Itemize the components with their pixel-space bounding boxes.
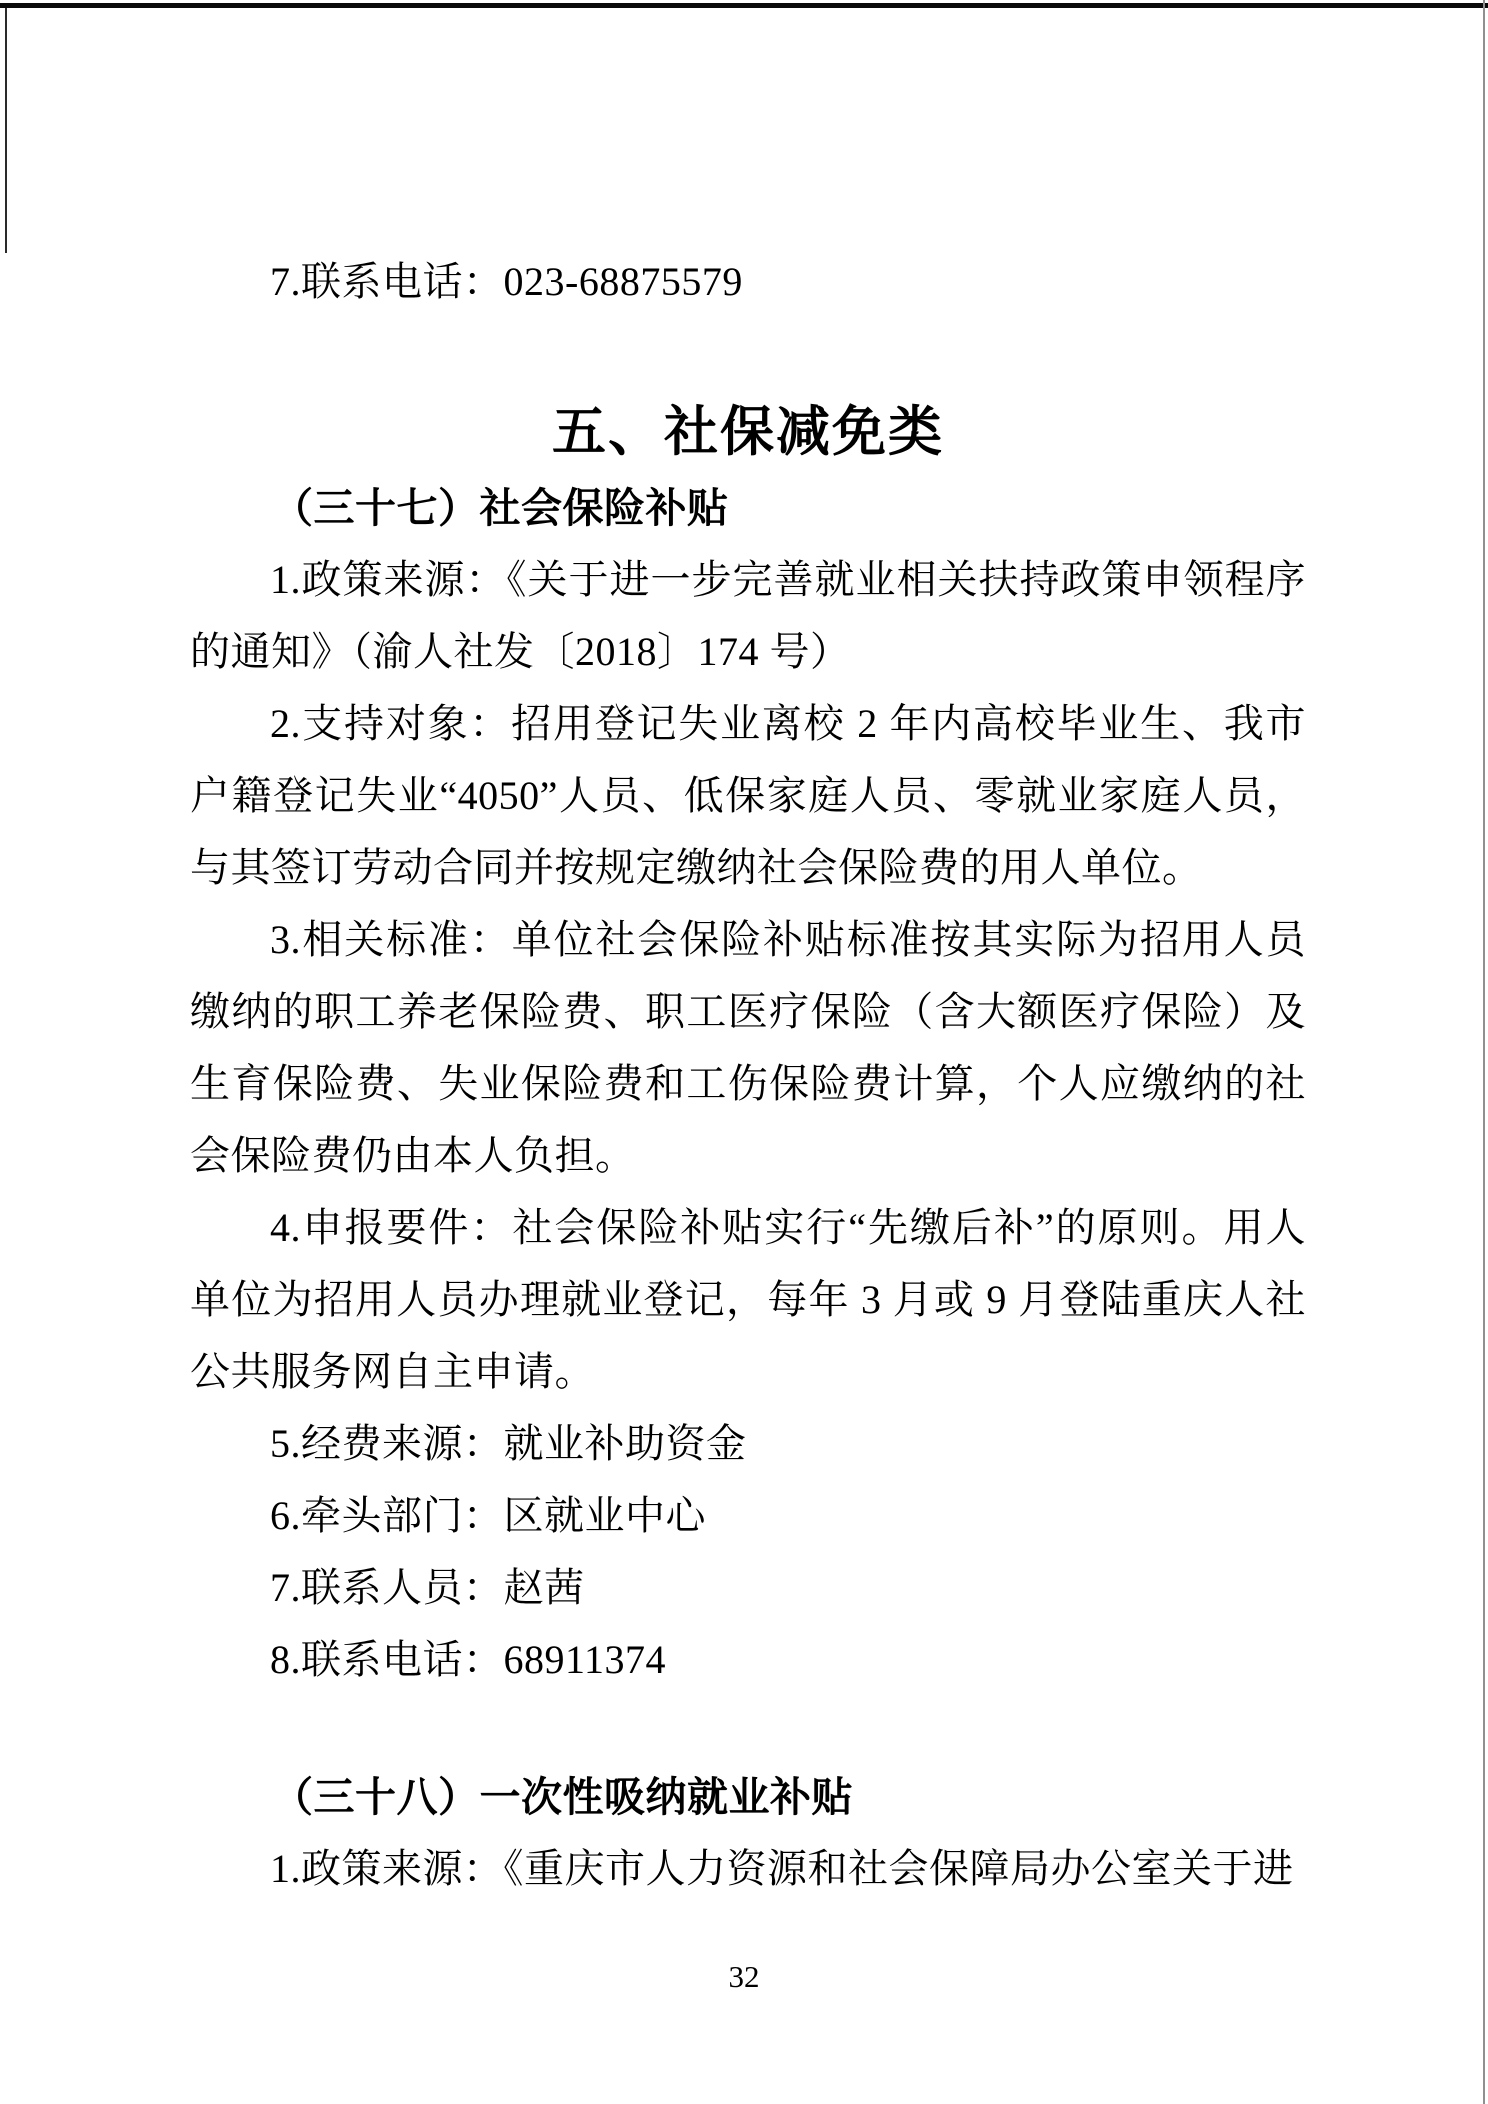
contact-phone-line: 7.联系电话：023-68875579 <box>270 259 743 304</box>
sub37-funding-source-line: 5.经费来源：就业补助资金 <box>270 1421 747 1466</box>
scan-artifact-right-line <box>1483 0 1485 2104</box>
sub38-policy-source-paragraph: 1.政策来源：《重庆市人力资源和社会保障局办公室关于进 <box>270 1846 1294 1891</box>
subsection-38-heading: （三十八）一次性吸纳就业补贴 <box>272 1774 853 1820</box>
sub37-lead-department-line: 6.牵头部门：区就业中心 <box>270 1493 706 1538</box>
page-number: 32 <box>728 1959 760 1994</box>
sub37-policy-source-paragraph: 1.政策来源：《关于进一步完善就业相关扶持政策申领程序的通知》（渝人社发〔2018〕174 号） <box>190 557 1306 674</box>
scan-artifact-top-bar <box>0 3 1488 8</box>
subsection-37-heading: （三十七）社会保险补贴 <box>272 485 729 531</box>
document-body <box>190 246 1306 1905</box>
sub37-contact-phone-line: 8.联系电话：68911374 <box>270 1637 667 1682</box>
sub37-support-target-paragraph: 2.支持对象：招用登记失业离校 2 年内高校毕业生、我市户籍登记失业“4050”人员、低保家庭人员、零就业家庭人员，与其签订劳动合同并按规定缴纳社会保险费的用人单位。 <box>190 701 1306 890</box>
sub37-application-paragraph: 4.申报要件：社会保险补贴实行“先缴后补”的原则。用人单位为招用人员办理就业登记，每年 3 月或 9 月登陆重庆人社公共服务网自主申请。 <box>190 1205 1306 1394</box>
sub37-standard-paragraph: 3.相关标准：单位社会保险补贴标准按其实际为招用人员缴纳的职工养老保险费、职工医疗保险（含大额医疗保险）及生育保险费、失业保险费和工伤保险费计算，个人应缴纳的社会保险费仍由本人负担。 <box>190 917 1306 1178</box>
sub37-contact-person-line: 7.联系人员：赵茜 <box>270 1565 585 1610</box>
section-heading-social-insurance-reduction: 五、社保减免类 <box>552 402 944 462</box>
scan-artifact-left-line <box>5 8 7 253</box>
